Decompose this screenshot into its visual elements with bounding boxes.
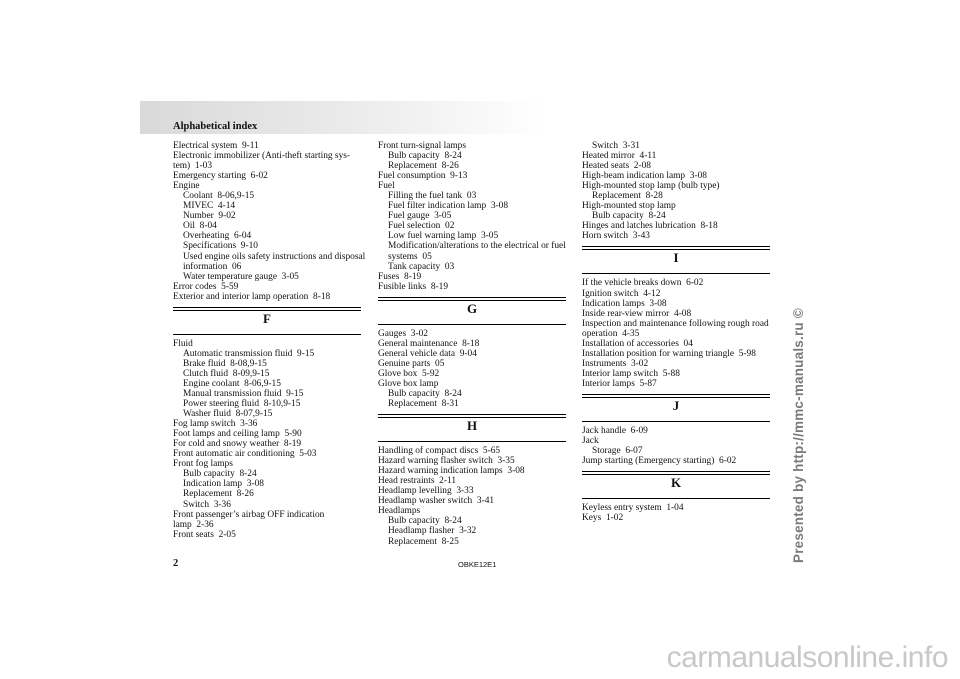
index-entry: Replacement 8-31 bbox=[388, 399, 459, 410]
entry-group bbox=[173, 339, 363, 540]
index-entry: tem) 1-03 bbox=[173, 161, 213, 172]
index-entry: Foot lamps and ceiling lamp 5-90 bbox=[173, 429, 302, 440]
section-divider bbox=[582, 494, 770, 499]
entry-group bbox=[378, 141, 568, 292]
index-entry: Fuel selection 02 bbox=[388, 221, 455, 232]
index-entry: Switch 3-36 bbox=[183, 499, 231, 510]
index-entry: Fusible links 8-19 bbox=[378, 281, 449, 292]
index-entry: For cold and snowy weather 8-19 bbox=[173, 439, 302, 450]
index-entry: Glove box 5-92 bbox=[378, 368, 440, 379]
index-entry: Fuel filter indication lamp 3-08 bbox=[388, 201, 509, 212]
entry-group bbox=[582, 503, 772, 523]
index-entry: Fuel bbox=[378, 181, 395, 192]
index-entry: Fuel consumption 9-13 bbox=[378, 171, 468, 182]
index-entry: Electrical system 9-11 bbox=[173, 141, 259, 151]
index-entry: Jack bbox=[582, 436, 599, 447]
index-entry: High-mounted stop lamp bbox=[582, 201, 676, 212]
section-divider bbox=[378, 320, 566, 325]
index-entry: Instruments 3-02 bbox=[582, 358, 649, 369]
index-column-1 bbox=[173, 141, 366, 540]
index-entry: Brake fluid 8-08,9-15 bbox=[183, 358, 267, 369]
section-letter-g: G bbox=[466, 300, 478, 316]
section-letter-j: J bbox=[672, 397, 680, 413]
index-entry: Front fog lamps bbox=[173, 459, 233, 470]
index-entry: Indication lamp 3-08 bbox=[183, 479, 264, 490]
entry-group bbox=[582, 141, 772, 241]
index-entry: Manual transmission fluid 9-15 bbox=[183, 388, 304, 399]
index-entry: Fuses 8-19 bbox=[378, 271, 422, 282]
entry-group bbox=[582, 426, 772, 466]
index-entry: Front turn-signal lamps bbox=[378, 141, 467, 151]
index-entry: Bulb capacity 8-24 bbox=[183, 469, 257, 480]
index-entry: Interior lamps 5-87 bbox=[582, 378, 657, 389]
section-letter-h: H bbox=[466, 418, 478, 434]
index-entry: Heated seats 2-08 bbox=[582, 161, 651, 172]
document-code: OBKE12E1 bbox=[458, 560, 497, 569]
section-divider bbox=[173, 330, 361, 335]
section-divider bbox=[378, 437, 566, 442]
index-entry: Ignition switch 4-12 bbox=[582, 288, 661, 299]
index-entry: Installation position for warning triangle 5-98 bbox=[582, 348, 756, 359]
index-entry: Clutch fluid 8-09,9-15 bbox=[183, 368, 270, 379]
index-entry: Replacement 8-25 bbox=[388, 536, 459, 547]
index-entry: Coolant 8-06,9-15 bbox=[183, 191, 255, 202]
section-letter-k: K bbox=[670, 475, 682, 491]
index-entry: Switch 3-31 bbox=[592, 141, 640, 151]
index-entry: Headlamp washer switch 3-41 bbox=[378, 496, 495, 507]
entry-group bbox=[378, 329, 568, 409]
index-entry: Bulb capacity 8-24 bbox=[388, 516, 462, 527]
index-column-2 bbox=[378, 141, 568, 547]
index-entry: Horn switch 3-43 bbox=[582, 231, 650, 242]
index-entry: Front seats 2-05 bbox=[173, 529, 236, 540]
index-entry: Indication lamps 3-08 bbox=[582, 298, 667, 309]
index-entry: Bulb capacity 8-24 bbox=[388, 151, 462, 162]
section-letter-f: F bbox=[263, 310, 271, 326]
index-entry: Hazard warning flasher switch 3-35 bbox=[378, 456, 515, 467]
index-entry: General vehicle data 9-04 bbox=[378, 348, 477, 359]
entry-group bbox=[582, 278, 772, 389]
index-entry: Fuel gauge 3-05 bbox=[388, 211, 452, 222]
index-entry: Engine bbox=[173, 181, 200, 192]
index-entry: Engine coolant 8-06,9-15 bbox=[183, 378, 281, 389]
index-entry: Number 9-02 bbox=[183, 211, 236, 222]
index-entry: lamp 2-36 bbox=[173, 519, 214, 530]
index-entry: Power steering fluid 8-10,9-15 bbox=[183, 399, 301, 410]
index-entry: Headlamp levelling 3-33 bbox=[378, 486, 474, 497]
index-entry: Bulb capacity 8-24 bbox=[592, 211, 666, 222]
entry-group bbox=[378, 446, 568, 546]
index-entry: Water temperature gauge 3-05 bbox=[183, 271, 299, 282]
entry-group bbox=[173, 141, 366, 302]
index-entry: Inspection and maintenance following rough road bbox=[582, 318, 769, 329]
index-entry: Inside rear-view mirror 4-08 bbox=[582, 308, 692, 319]
index-column-3 bbox=[582, 141, 772, 523]
index-entry: Glove box lamp bbox=[378, 378, 439, 389]
page-title: Alphabetical index bbox=[173, 121, 258, 132]
index-entry: Error codes 5-59 bbox=[173, 281, 239, 292]
index-entry: Front passenger’s airbag OFF indication bbox=[173, 509, 325, 520]
index-entry: Low fuel warning lamp 3-05 bbox=[388, 231, 499, 242]
index-entry: Bulb capacity 8-24 bbox=[388, 388, 462, 399]
index-entry: Fog lamp switch 3-36 bbox=[173, 419, 258, 430]
index-entry: Jump starting (Emergency starting) 6-02 bbox=[582, 456, 737, 467]
index-entry: If the vehicle breaks down 6-02 bbox=[582, 278, 704, 289]
index-entry: Gauges 3-02 bbox=[378, 328, 428, 339]
index-entry: Replacement 8-26 bbox=[183, 489, 254, 500]
index-entry: Automatic transmission fluid 9-15 bbox=[183, 348, 315, 359]
watermark-text: Presented by http://mmc-manuals.ru © bbox=[791, 308, 806, 563]
index-entry: Genuine parts 05 bbox=[378, 358, 445, 369]
index-entry: General maintenance 8-18 bbox=[378, 338, 480, 349]
index-entry: Keys 1-02 bbox=[582, 513, 624, 524]
index-entry: Handling of compact discs 5-65 bbox=[378, 446, 501, 457]
index-entry: Heated mirror 4-11 bbox=[582, 151, 657, 162]
index-entry: Specifications 9-10 bbox=[183, 241, 258, 252]
index-entry: Oil 8-04 bbox=[183, 221, 217, 232]
site-watermark: carmanualsonline.info bbox=[666, 641, 948, 674]
index-entry: Headlamps bbox=[378, 506, 421, 517]
index-entry: Used engine oils safety instructions and disposal bbox=[183, 251, 366, 262]
index-entry: systems 05 bbox=[388, 251, 432, 262]
page-number: 2 bbox=[173, 558, 179, 569]
index-entry: Modification/alterations to the electrical or fuel bbox=[388, 241, 566, 252]
section-divider bbox=[582, 269, 770, 274]
index-entry: Head restraints 2-11 bbox=[378, 476, 457, 487]
index-entry: Installation of accessories 04 bbox=[582, 338, 693, 349]
index-entry: Replacement 8-26 bbox=[388, 161, 459, 172]
index-entry: operation 4-35 bbox=[582, 328, 640, 339]
index-entry: Hazard warning indication lamps 3-08 bbox=[378, 466, 525, 477]
index-entry: High-beam indication lamp 3-08 bbox=[582, 171, 707, 182]
index-entry: Tank capacity 03 bbox=[388, 261, 455, 272]
index-entry: Emergency starting 6-02 bbox=[173, 171, 268, 182]
index-entry: MIVEC 4-14 bbox=[183, 201, 236, 212]
index-entry: Exterior and interior lamp operation 8-18 bbox=[173, 291, 331, 302]
index-entry: information 06 bbox=[183, 261, 242, 272]
index-entry: Storage 6-07 bbox=[592, 446, 643, 457]
index-entry: Electronic immobilizer (Anti-theft starting sys- bbox=[173, 151, 351, 162]
index-entry: Fluid bbox=[173, 338, 193, 349]
index-entry: High-mounted stop lamp (bulb type) bbox=[582, 181, 720, 192]
index-entry: Overheating 6-04 bbox=[183, 231, 252, 242]
index-entry: Washer fluid 8-07,9-15 bbox=[183, 409, 273, 420]
section-letter-i: I bbox=[673, 250, 679, 266]
index-entry: Keyless entry system 1-04 bbox=[582, 503, 684, 514]
index-entry: Replacement 8-28 bbox=[592, 191, 663, 202]
index-entry: Filling the fuel tank 03 bbox=[388, 191, 477, 202]
section-divider bbox=[582, 417, 770, 422]
index-entry: Front automatic air conditioning 5-03 bbox=[173, 449, 317, 460]
index-entry: Hinges and latches lubrication 8-18 bbox=[582, 221, 718, 232]
index-entry: Jack handle 6-09 bbox=[582, 425, 648, 436]
index-entry: Headlamp flasher 3-32 bbox=[388, 526, 477, 537]
index-entry: Interior lamp switch 5-88 bbox=[582, 368, 680, 379]
